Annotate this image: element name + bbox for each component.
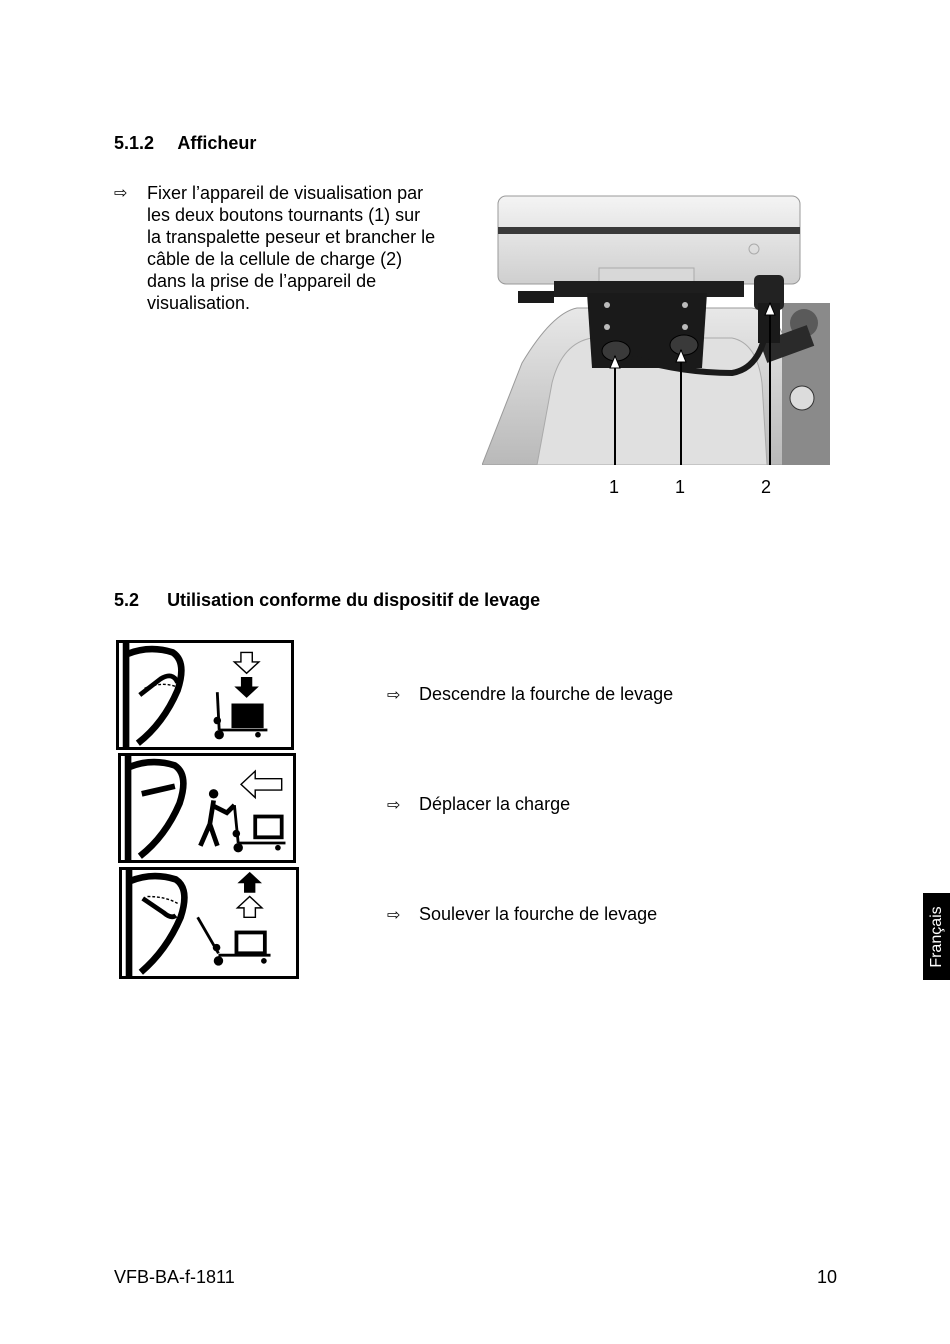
footer-doc-id: VFB-BA-f-1811: [114, 1267, 235, 1287]
arrow-icon: ⇨: [387, 687, 401, 704]
instruction-paragraph: [147, 182, 467, 314]
arrow-icon: ⇨: [387, 907, 401, 924]
footer-page-number: 10: [817, 1267, 838, 1287]
section-title: Afficheur: [177, 133, 257, 153]
arrow-icon: ⇨: [387, 797, 401, 814]
instruction-line: la transpalette peseur et brancher le: [147, 227, 436, 247]
raise-fork-pictogram: [119, 867, 299, 979]
step-label-lower-fork: Descendre la fourche de levage: [419, 684, 674, 704]
step-label-raise-fork: Soulever la fourche de levage: [419, 904, 658, 924]
section-number: 5.1.2: [114, 133, 155, 153]
instruction-line: visualisation.: [147, 293, 251, 313]
instruction-line: dans la prise de l’appareil de: [147, 271, 377, 291]
callout-label-2: 2: [761, 477, 772, 497]
step-label-move-load: Déplacer la charge: [419, 794, 571, 814]
move-load-pictogram: [118, 753, 296, 863]
section-title: Utilisation conforme du dispositif de levage: [167, 590, 541, 610]
section-number: 5.2: [114, 590, 140, 610]
instruction-line: Fixer l’appareil de visualisation par: [147, 183, 424, 203]
section-heading-52: [114, 590, 540, 611]
callout-label-1: 1: [675, 477, 686, 497]
instruction-line: câble de la cellule de charge (2): [147, 249, 403, 269]
display-device-photo: [482, 193, 832, 465]
language-tab: [923, 893, 950, 980]
arrow-icon: ⇨: [114, 185, 128, 202]
language-tab-label: Français: [927, 905, 945, 968]
callout-label-1: 1: [609, 477, 620, 497]
lower-fork-pictogram: [116, 640, 294, 750]
section-heading-512: [114, 133, 256, 154]
instruction-line: les deux boutons tournants (1) sur: [147, 205, 421, 225]
